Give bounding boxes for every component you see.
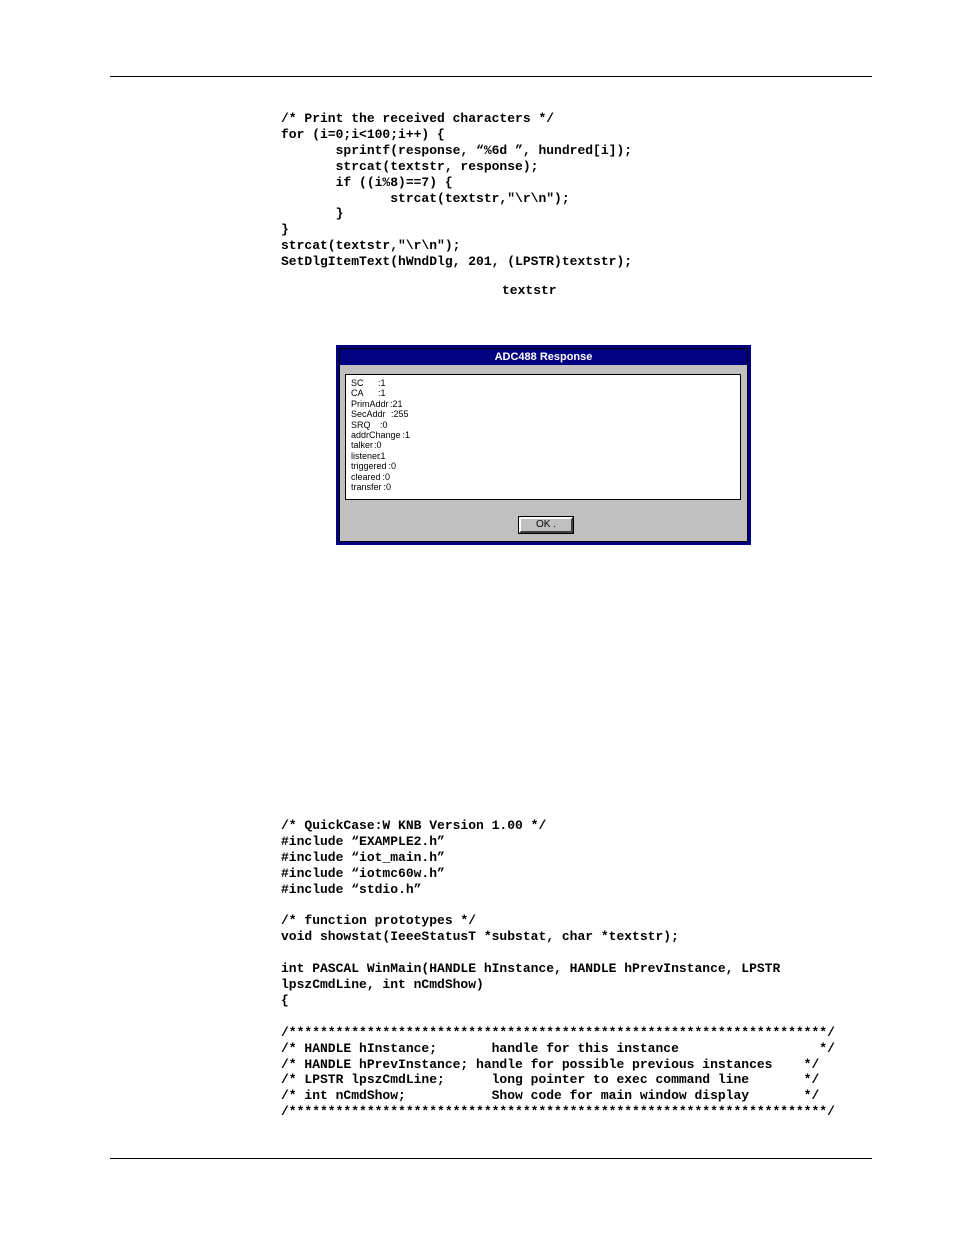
header-rule [110,76,872,77]
code-block-winmain [281,818,835,1120]
status-line [351,378,386,388]
dialog-title: ADC488 Response [340,349,747,365]
status-value: :1 [402,430,411,440]
status-value: :1 [378,450,386,461]
status-line [351,430,410,440]
code-line: sprintf(response, “%6d ”, hundred[i]); [281,142,633,158]
code-line: /* function prototypes */ [281,913,477,929]
code-line: #include “iotmc60w.h” [281,865,445,881]
status-key: listener [351,450,381,461]
status-value: :0 [383,482,392,492]
code-line [281,898,835,914]
status-key: talker [351,440,374,451]
adc488-response-dialog [336,345,751,545]
status-line [351,482,391,492]
code-line: /* QuickCase:W KNB Version 1.00 */ [281,818,547,833]
dialog-body [339,348,748,542]
status-key: CA [351,388,364,399]
footer-rule [110,1158,872,1159]
status-textbox[interactable] [345,374,741,500]
status-key: SecAddr [351,409,386,420]
code-line: for (i=0;i<100;i++) { [281,126,445,142]
code-line: /* HANDLE hInstance; handle for this instance */ [281,1040,835,1056]
status-value: :0 [382,471,391,482]
status-value: :1 [378,378,386,388]
code-line [281,945,835,961]
status-key: SC [351,378,364,388]
code-line: if ((i%8)==7) { [281,174,453,190]
code-line: /* HANDLE hPrevInstance; handle for possible previous instances */ [281,1056,820,1072]
code-line: void showstat(IeeeStatusT *substat, char *textstr); [281,929,679,945]
code-line: SetDlgItemText(hWndDlg, 201, (LPSTR)textstr); [281,254,633,270]
code-line [281,1009,835,1025]
status-line [351,440,382,450]
status-line [351,461,396,471]
code-line: /* LPSTR lpszCmdLine; long pointer to exec command line */ [281,1072,820,1088]
status-value: :0 [374,440,382,451]
code-line: strcat(textstr, response); [281,158,539,174]
textstr-reference: textstr [502,283,557,298]
status-value: :0 [380,419,388,430]
code-line: { [281,992,289,1008]
status-key: SRQ [351,419,371,430]
code-line: /* Print the received characters */ [281,111,555,126]
status-value: :0 [388,461,397,472]
status-value: :255 [391,409,409,420]
status-line [351,399,403,409]
status-line [351,388,386,398]
code-line: /* int nCmdShow; Show code for main window display */ [281,1088,820,1104]
code-line: strcat(textstr,"\r\n"); [281,190,570,206]
status-key: addrChange [351,430,401,440]
status-line [351,451,386,461]
code-line: } [281,222,289,238]
ok-label: OK [535,519,551,530]
status-key: PrimAddr [351,398,389,409]
status-line [351,420,388,430]
code-line: int PASCAL WinMain(HANDLE hInstance, HANDLE hPrevInstance, LPSTR [281,961,781,977]
code-line: /*********************************************************************/ [281,1024,835,1040]
code-line: } [281,206,344,222]
code-line: strcat(textstr,"\r\n"); [281,238,461,254]
code-line: #include “stdio.h” [281,881,422,897]
status-key: cleared [351,471,381,482]
code-line: /*********************************************************************/ [281,1104,835,1120]
status-value: :21 [390,398,403,409]
status-key: transfer [351,482,382,492]
code-line: lpszCmdLine, int nCmdShow) [281,977,484,993]
status-line [351,472,390,482]
code-line: #include “EXAMPLE2.h” [281,833,445,849]
status-line [351,409,409,419]
ok-button[interactable]: OK . [519,517,573,533]
code-line: #include “iot_main.h” [281,849,445,865]
status-key: triggered [351,461,387,472]
status-value: :1 [378,388,386,399]
code-block-print-loop [281,111,632,270]
